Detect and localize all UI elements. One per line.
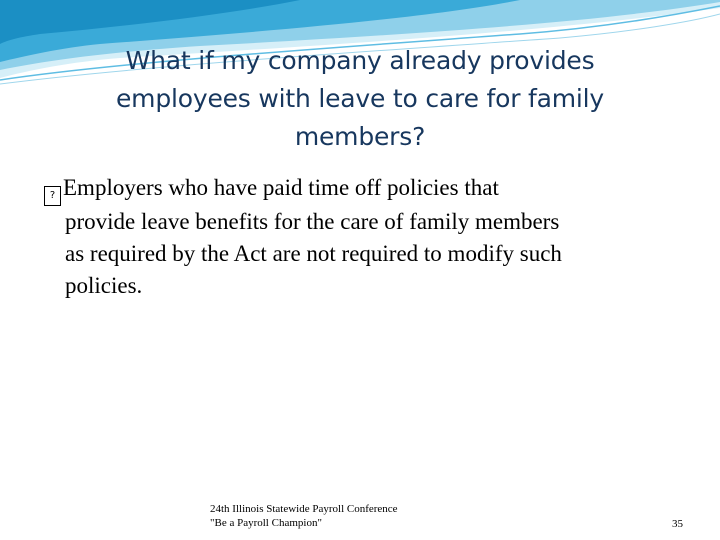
bullet-box-icon: ? bbox=[44, 186, 61, 206]
footer-conference-name: 24th Illinois Statewide Payroll Conference bbox=[210, 503, 398, 515]
slide-title: What if my company already provides employees with leave to care for family members? bbox=[116, 46, 604, 151]
body-line-1-text: Employers who have paid time off policies that bbox=[63, 175, 499, 200]
body-line-2: provide leave benefits for the care of family members bbox=[65, 209, 560, 234]
slide-footer bbox=[210, 502, 398, 530]
body-line-1 bbox=[44, 172, 694, 206]
bullet-paragraph bbox=[44, 172, 694, 302]
page-number: 35 bbox=[672, 518, 683, 530]
body-line-3: as required by the Act are not required to modify such bbox=[65, 241, 562, 266]
footer-tagline: "Be a Payroll Champion" bbox=[210, 517, 322, 529]
body-line-4: policies. bbox=[65, 273, 143, 298]
